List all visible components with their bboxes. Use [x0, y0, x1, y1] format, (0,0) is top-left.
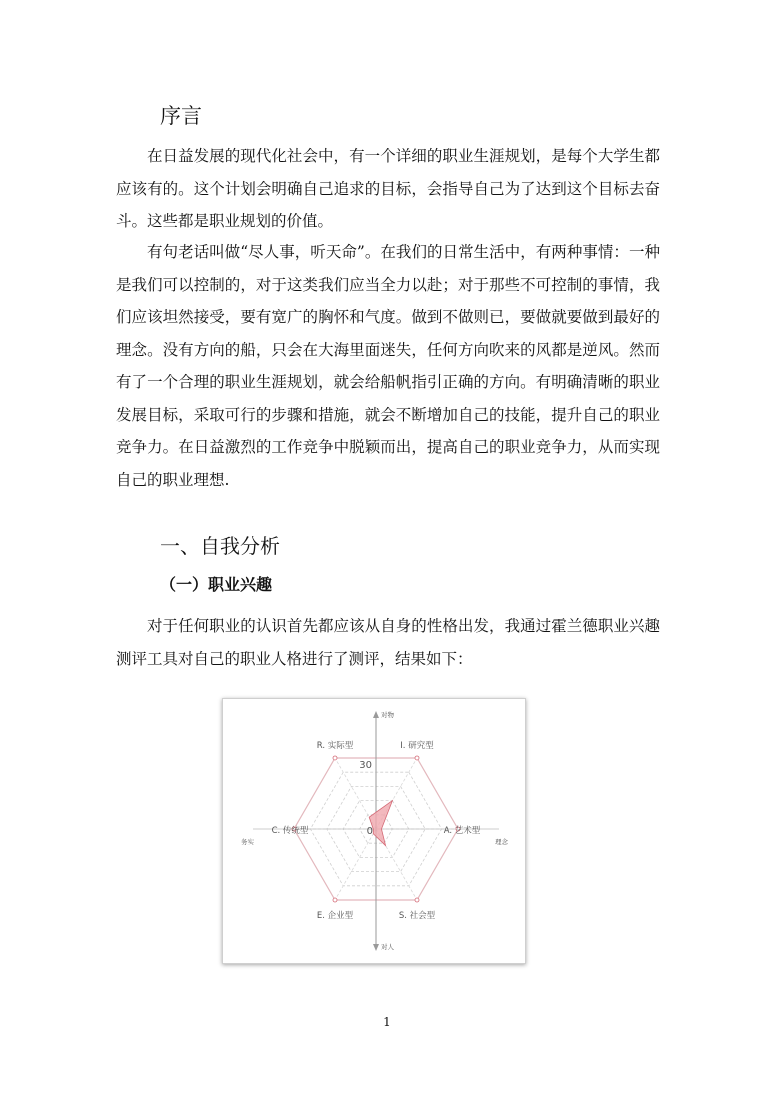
radar-category-label: A. 艺术型: [443, 826, 481, 836]
axis-label-right: 理念: [495, 838, 508, 846]
section-title: 一、自我分析: [160, 534, 280, 558]
radar-category-label: I. 研究型: [400, 740, 434, 751]
radar-category-label: E. 企业型: [316, 911, 354, 922]
section-paragraph: 对于任何职业的认识首先都应该从自身的性格出发，我通过霍兰德职业兴趣测评工具对自己的职业人格进行了测评，结果如下：: [116, 617, 660, 668]
axis-label-bottom: 对人: [381, 943, 394, 951]
page-number: 1: [383, 1015, 391, 1029]
axis-label-left: 务实: [241, 838, 254, 846]
axis-arrow-down: [373, 944, 379, 951]
radar-category-label: R. 实际型: [316, 740, 354, 751]
radar-tick-label: 30: [359, 760, 372, 771]
radar-category-label: S. 社会型: [398, 911, 436, 922]
axis-label-top: 对物: [381, 711, 394, 719]
radar-vertex-marker: [415, 756, 419, 760]
radar-vertex-marker: [333, 898, 337, 902]
preface-paragraph-2: 有句老话叫做“尽人事，听天命”。在我们的日常生活中，有两种事情：一种是我们可以控制的，对于这类我们应当全力以赴；对于那些不可控制的事情，我们应该坦然接受，要有宽广的胸怀和气度。做到不做则已，要做就要做到最好的理念。没有方向的船，只会在大海里面迷失，任何方向吹来的风都是逆风。然而有了一个合理的职业生涯规划，就会给船帆指引正确的方向。有明确清晰的职业发展目标，采取可行的步骤和措施，就会不断增加自己的技能，提升自己的职业竞争力。在日益激烈的工作竞争中脱颖而出，提高自己的职业竞争力，从而实现自己的职业理想.: [116, 243, 660, 489]
radar-tick-label: 0: [366, 826, 373, 837]
radar-category-label: C. 传统型: [271, 826, 309, 836]
radar-spoke: [335, 829, 376, 900]
axis-arrow-up: [373, 711, 379, 718]
preface-title: 序言: [160, 104, 202, 128]
preface-paragraph-1: 在日益发展的现代化社会中，有一个详细的职业生涯规划，是每个大学生都应该有的。这个计划会明确自己追求的目标，会指导自己为了达到这个目标去奋斗。这些都是职业规划的价值。: [116, 147, 660, 230]
radar-vertex-marker: [415, 898, 419, 902]
radar-data-area: [366, 801, 392, 846]
holland-radar-chart: [222, 698, 526, 964]
subsection-title: （一）职业兴趣: [160, 575, 273, 594]
radar-svg: [223, 699, 525, 963]
radar-vertex-marker: [333, 756, 337, 760]
